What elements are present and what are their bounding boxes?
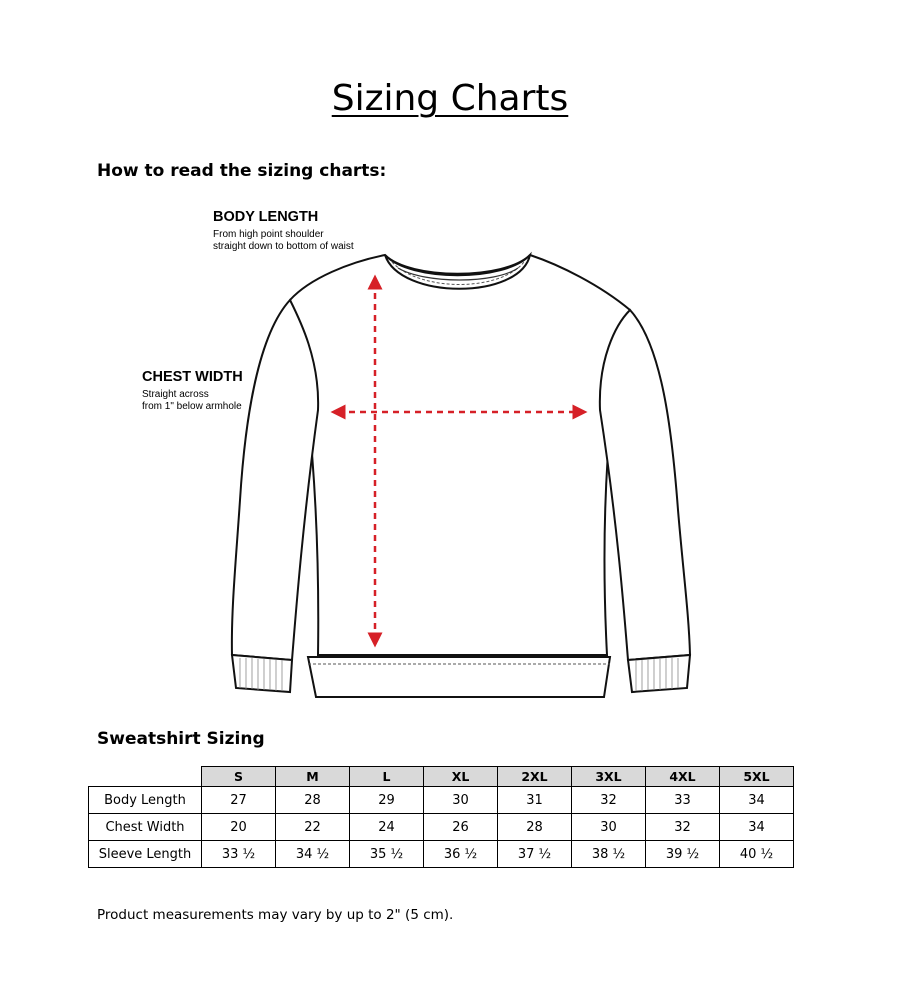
- how-to-read-heading: How to read the sizing charts:: [97, 161, 387, 181]
- footnote: Product measurements may vary by up to 2" (5 cm).: [97, 907, 454, 923]
- table-cell: 29: [350, 787, 424, 814]
- table-cell: 30: [424, 787, 498, 814]
- shirt-body: [290, 255, 630, 655]
- sweatshirt-diagram: [200, 244, 710, 706]
- table-cell: 38 ½: [572, 841, 646, 868]
- size-header-m: M: [276, 767, 350, 787]
- table-cell: 28: [276, 787, 350, 814]
- chest-width-desc-line1: Straight across: [142, 389, 209, 401]
- table-cell: 20: [202, 814, 276, 841]
- header-corner: [89, 767, 202, 787]
- sizing-table: [88, 766, 794, 868]
- table-cell: 26: [424, 814, 498, 841]
- body-length-desc-line2: straight down to bottom of waist: [213, 241, 354, 253]
- row-label-sleeve-length: Sleeve Length: [89, 841, 202, 868]
- table-cell: 22: [276, 814, 350, 841]
- table-row: [89, 841, 794, 868]
- page-title: Sizing Charts: [331, 78, 569, 119]
- table-cell: 32: [646, 814, 720, 841]
- table-cell: 33: [646, 787, 720, 814]
- table-cell: 28: [498, 814, 572, 841]
- waistband: [308, 657, 610, 697]
- right-cuff: [628, 655, 690, 692]
- table-cell: 30: [572, 814, 646, 841]
- size-header-l: L: [350, 767, 424, 787]
- table-cell: 27: [202, 787, 276, 814]
- table-cell: 33 ½: [202, 841, 276, 868]
- table-cell: 31: [498, 787, 572, 814]
- row-label-chest-width: Chest Width: [89, 814, 202, 841]
- left-cuff: [232, 655, 292, 692]
- size-header-xl: XL: [424, 767, 498, 787]
- table-heading: Sweatshirt Sizing: [97, 729, 265, 749]
- row-label-body-length: Body Length: [89, 787, 202, 814]
- size-header-2xl: 2XL: [498, 767, 572, 787]
- body-length-desc-line1: From high point shoulder: [213, 229, 324, 241]
- table-cell: 32: [572, 787, 646, 814]
- table-cell: 34 ½: [276, 841, 350, 868]
- chest-width-label: CHEST WIDTH: [142, 369, 243, 385]
- table-cell: 24: [350, 814, 424, 841]
- table-cell: 40 ½: [720, 841, 794, 868]
- size-header-row: [89, 767, 794, 787]
- table-cell: 35 ½: [350, 841, 424, 868]
- table-row: [89, 787, 794, 814]
- table-cell: 39 ½: [646, 841, 720, 868]
- left-sleeve: [232, 300, 318, 660]
- chest-width-desc-line2: from 1" below armhole: [142, 401, 242, 413]
- table-cell: 34: [720, 814, 794, 841]
- right-sleeve: [600, 310, 690, 660]
- body-length-label: BODY LENGTH: [213, 209, 319, 225]
- table-cell: 37 ½: [498, 841, 572, 868]
- table-row: [89, 814, 794, 841]
- size-header-s: S: [202, 767, 276, 787]
- size-header-4xl: 4XL: [646, 767, 720, 787]
- size-header-5xl: 5XL: [720, 767, 794, 787]
- size-header-3xl: 3XL: [572, 767, 646, 787]
- table-cell: 34: [720, 787, 794, 814]
- table-cell: 36 ½: [424, 841, 498, 868]
